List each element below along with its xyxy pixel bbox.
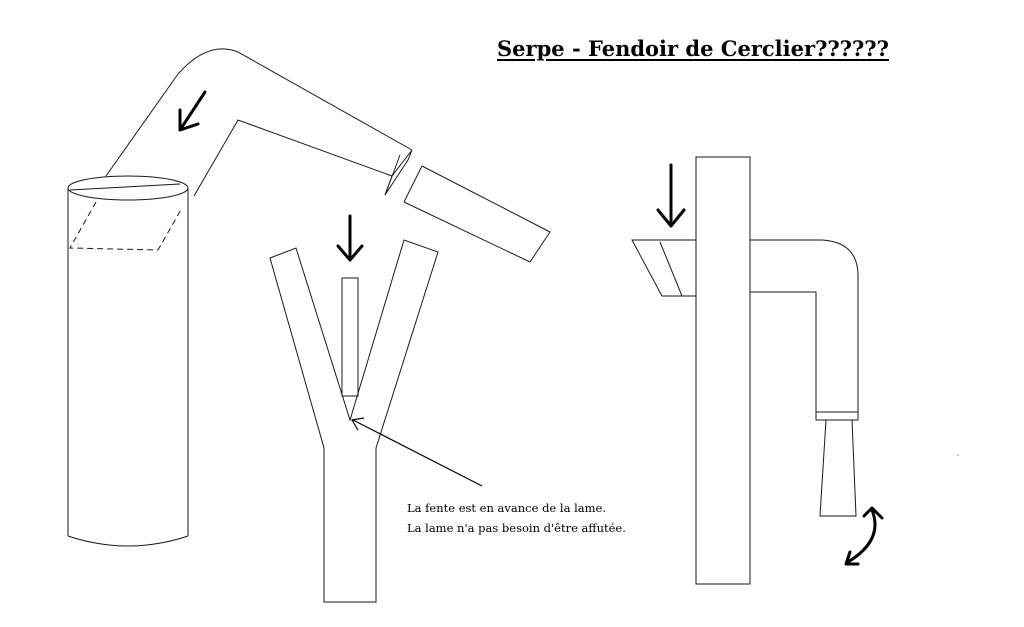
bent-arm bbox=[750, 240, 858, 412]
log-with-tool-figure bbox=[68, 49, 550, 546]
note-line-1: La fente est en avance de la lame. bbox=[407, 501, 606, 515]
down-arrow-icon bbox=[180, 92, 205, 130]
down-arrow-icon bbox=[658, 165, 684, 226]
down-arrow-icon bbox=[338, 216, 362, 260]
pointer-arrow-icon bbox=[352, 418, 482, 486]
note-line-2: La lame n'a pas besoin d'être affutée. bbox=[407, 521, 626, 535]
diagram-title: Serpe - Fendoir de Cerclier?????? bbox=[497, 36, 889, 61]
blade-slot bbox=[342, 278, 358, 396]
log-cylinder bbox=[68, 176, 188, 546]
vertical-post bbox=[696, 157, 750, 584]
side-handle bbox=[820, 420, 856, 516]
bent-tool bbox=[106, 49, 550, 262]
side-blade bbox=[632, 240, 696, 296]
side-view-figure bbox=[632, 157, 882, 584]
split-y-figure bbox=[270, 216, 482, 602]
